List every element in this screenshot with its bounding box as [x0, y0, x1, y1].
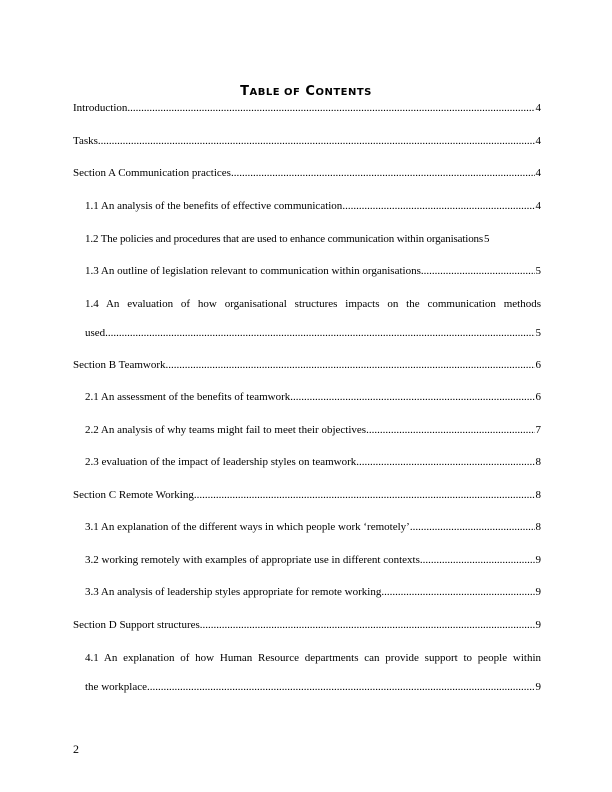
- toc-entry-2-2[interactable]: 2.2 An analysis of why teams might fail to meet their objectives ..... 7: [85, 422, 541, 438]
- toc-entry-section-c[interactable]: Section C Remote Working ..... 8: [73, 487, 541, 503]
- toc-entry-3-2[interactable]: 3.2 working remotely with examples of appropriate use in different contexts ..... 9: [85, 552, 541, 568]
- toc-entry-1-3[interactable]: 1.3 An outline of legislation relevant to communication within organisations ..... 5: [85, 263, 541, 279]
- toc-title: TABLE OF CONTENTS: [240, 84, 372, 99]
- page-number: 2: [73, 742, 79, 756]
- toc-entry-1-2[interactable]: 1.2 The policies and procedures that are used to enhance communication within organisations 5: [85, 233, 490, 245]
- toc-entry-4-1-continued[interactable]: the workplace ..... 9: [85, 679, 541, 695]
- toc-entry-section-b[interactable]: Section B Teamwork ..... 6: [73, 357, 541, 373]
- toc-entry-section-a[interactable]: Section A Communication practices ..... 4: [73, 165, 541, 181]
- toc-entry-3-3[interactable]: 3.3 An analysis of leadership styles appropriate for remote working ..... 9: [85, 584, 541, 600]
- toc-entry-2-3[interactable]: 2.3 evaluation of the impact of leadership styles on teamwork ..... 8: [85, 454, 541, 470]
- toc-entry-section-d[interactable]: Section D Support structures ..... 9: [73, 617, 541, 633]
- toc-entry-tasks[interactable]: Tasks ..... 4: [73, 133, 541, 149]
- toc-entry-3-1[interactable]: 3.1 An explanation of the different ways in which people work ‘remotely’ ..... 8: [85, 519, 541, 535]
- toc-entry-4-1[interactable]: 4.1 An explanation of how Human Resource departments can provide support to people within: [85, 652, 541, 664]
- toc-entry-introduction[interactable]: Introduction ..... 4: [73, 100, 541, 116]
- toc-entry-2-1[interactable]: 2.1 An assessment of the benefits of teamwork ..... 6: [85, 389, 541, 405]
- toc-entry-1-1[interactable]: 1.1 An analysis of the benefits of effective communication ..... 4: [85, 198, 541, 214]
- toc-entry-1-4[interactable]: 1.4 An evaluation of how organisational structures impacts on the communication methods: [85, 298, 541, 310]
- toc-entry-1-4-continued[interactable]: used ..... 5: [85, 325, 541, 341]
